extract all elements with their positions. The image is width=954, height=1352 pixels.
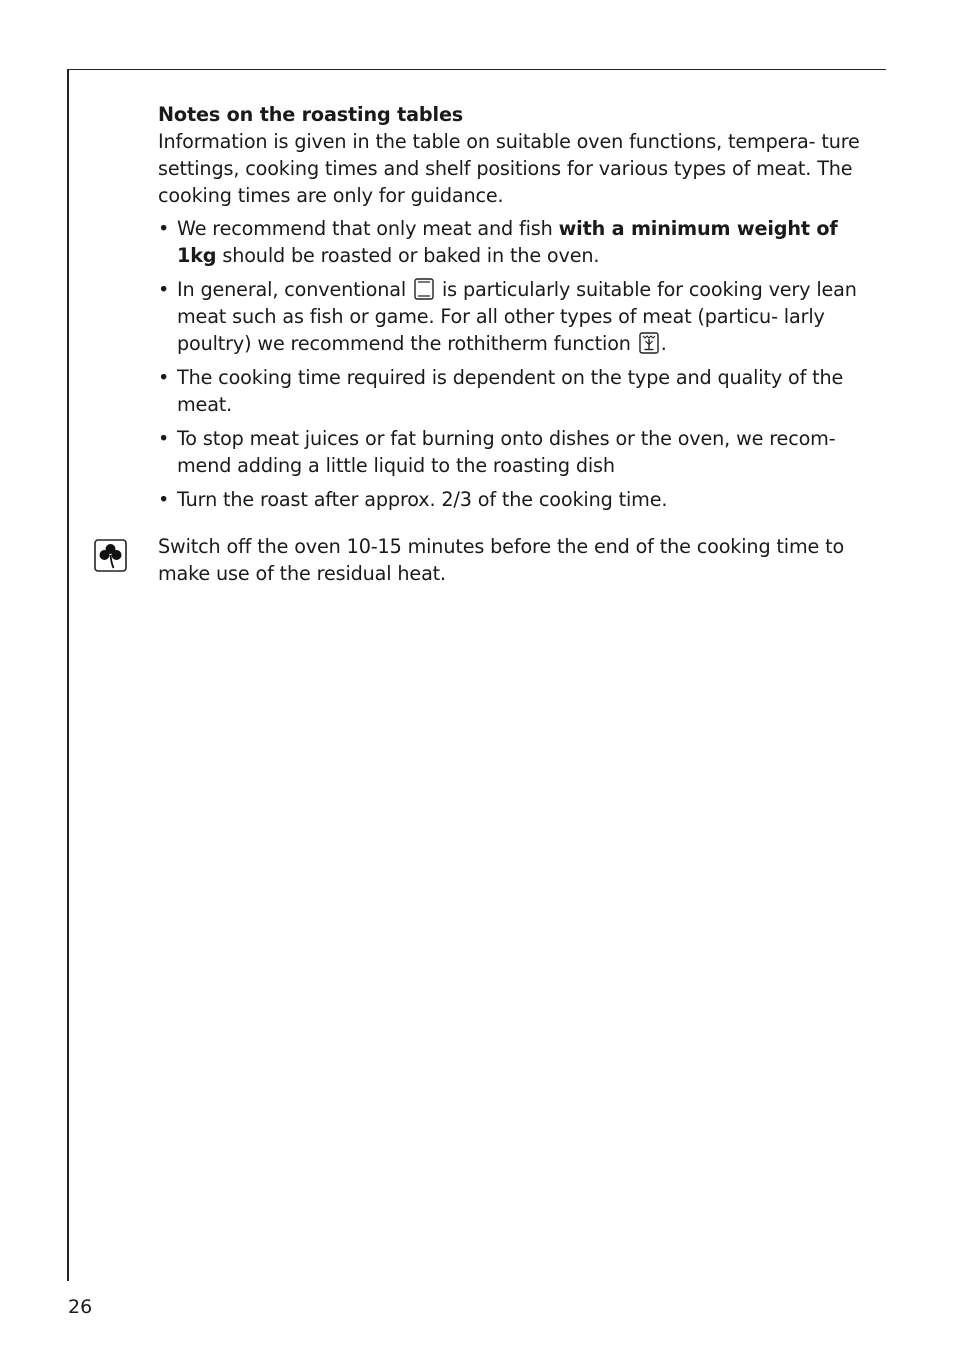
section-heading: Notes on the roasting tables bbox=[158, 103, 464, 126]
bullet-text: In general, conventional bbox=[177, 278, 407, 301]
top-rule bbox=[68, 69, 886, 70]
intro-paragraph: Information is given in the table on suitable oven functions, tempera- ture settings, cooking times and shelf positions for various types of meat. The cooking times are only for guidance. bbox=[158, 130, 860, 207]
tip-text: Switch off the oven 10-15 minutes before the end of the cooking time to make use of the residual heat. bbox=[158, 535, 845, 585]
list-item: • Turn the roast after approx. 2/3 of the cooking time. bbox=[158, 486, 863, 513]
bullet-text: We recommend that only meat and fish bbox=[177, 217, 559, 240]
list-item: • To stop meat juices or fat burning onto dishes or the oven, we recom- mend adding a little liquid to the roasting dish bbox=[158, 425, 863, 479]
bullet-bold-text: with a minimum weight of 1kg bbox=[177, 217, 838, 267]
clover-icon bbox=[94, 539, 127, 572]
bullet-text: is particularly suitable for cooking very lean meat such as fish or game. For all other types of meat (particu- larly poultry) we recommend the rothitherm function bbox=[177, 278, 857, 355]
list-item bbox=[158, 276, 863, 357]
notes-list bbox=[158, 215, 863, 513]
bullet-text: . bbox=[660, 332, 667, 355]
list-item: • The cooking time required is dependent on the type and quality of the meat. bbox=[158, 364, 863, 418]
list-item bbox=[158, 215, 863, 269]
left-rule bbox=[67, 69, 69, 1281]
page-number: 26 bbox=[68, 1296, 93, 1318]
conventional-heat-icon bbox=[414, 278, 434, 300]
bullet-text: should be roasted or baked in the oven. bbox=[216, 244, 600, 267]
notes-section bbox=[158, 101, 863, 520]
rotitherm-function-icon bbox=[639, 332, 659, 354]
